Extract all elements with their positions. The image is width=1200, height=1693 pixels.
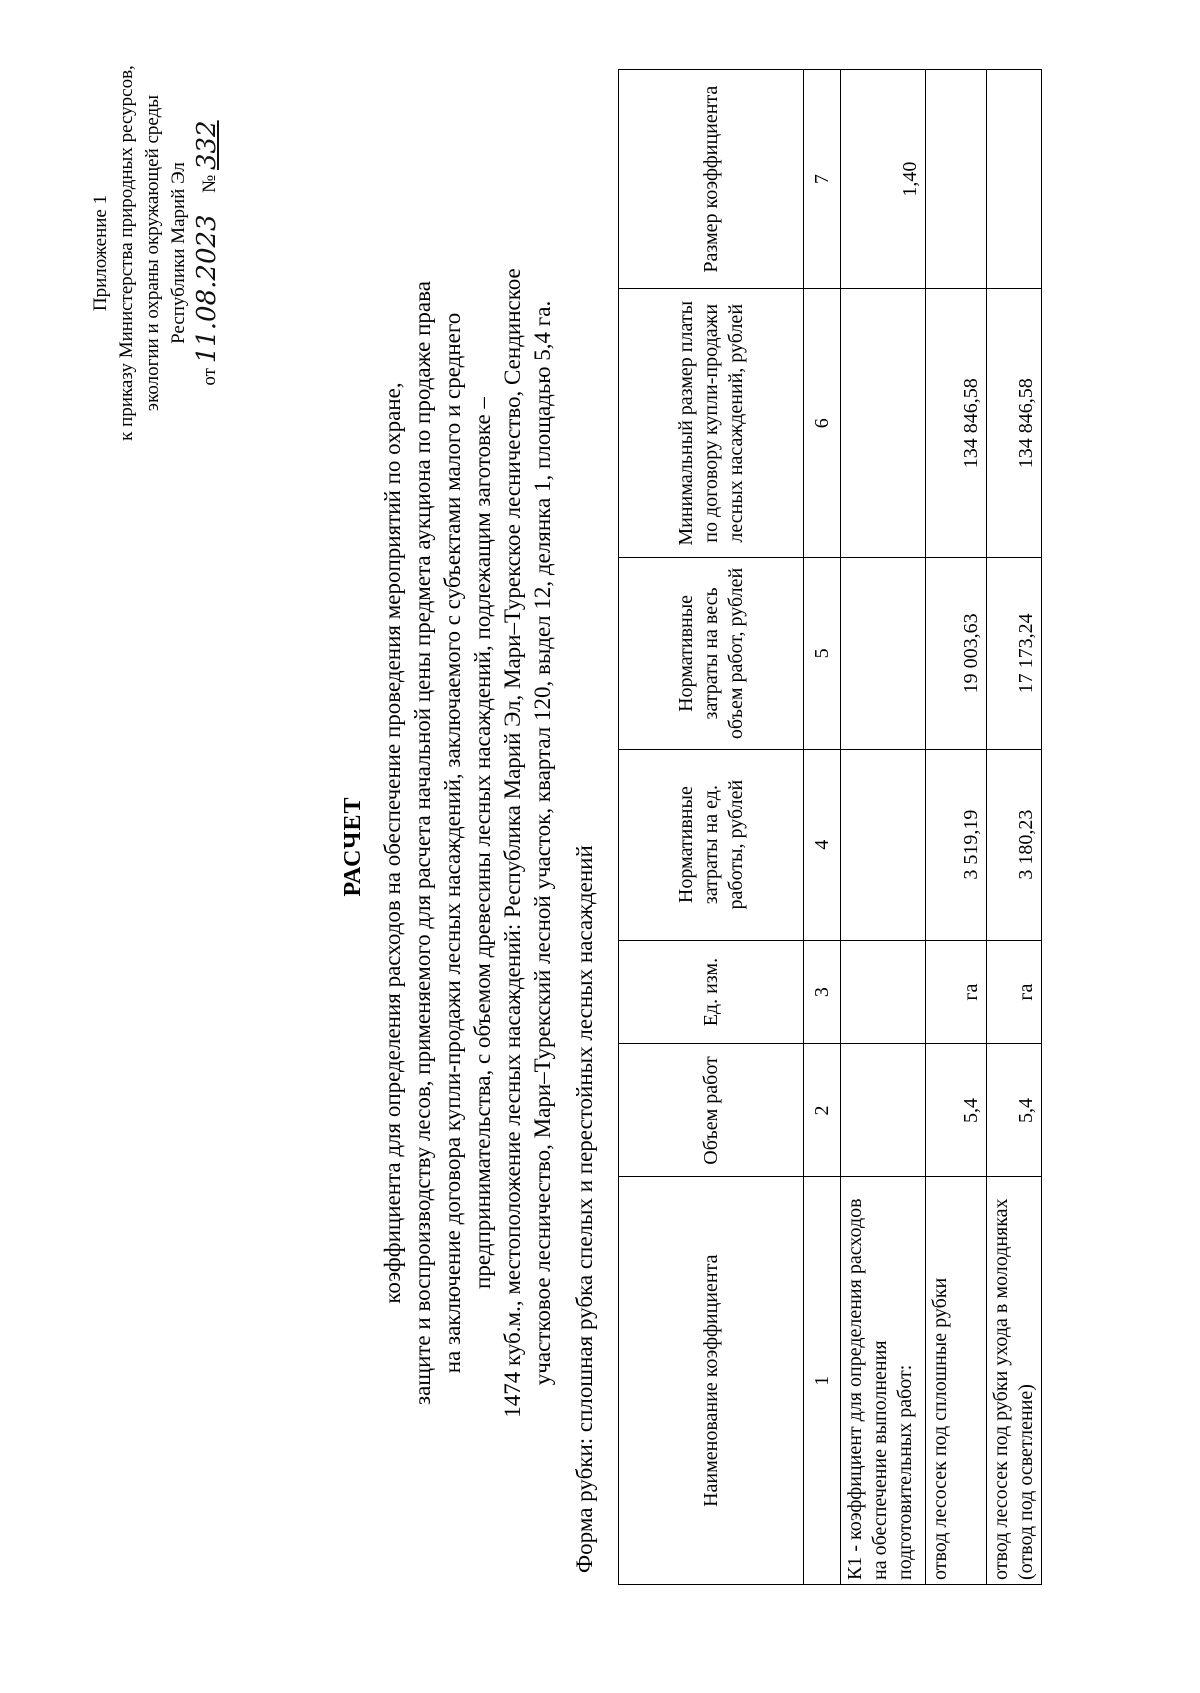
handwritten-number: 332 — [192, 120, 222, 171]
unit-cell: га — [987, 940, 1042, 1044]
column-number: 5 — [804, 558, 841, 749]
cost-unit-cell: 3 519,19 — [926, 749, 987, 940]
table-row — [987, 70, 1042, 1585]
coefficient-value — [987, 70, 1042, 289]
felling-form: Форма рубки: сплошная рубка спелых и перестойных лесных насаждений — [572, 845, 597, 1573]
column-number: 4 — [804, 749, 841, 940]
calculation-table — [618, 69, 1042, 1585]
header-cell: Объем работ — [619, 1044, 804, 1177]
table-column-number-row — [804, 70, 841, 1585]
column-number: 6 — [804, 289, 841, 558]
cost-unit-cell — [841, 749, 926, 940]
coefficient-name: отвод лесосек под рубки ухода в молодняках (отвод под осветление) — [987, 1177, 1042, 1585]
header-cell: Ед. изм. — [619, 940, 804, 1044]
description-line: на заключение договора купли-продажи лесных насаждений, заключаемого с субъектами малого и среднего — [440, 312, 465, 1374]
cost-total-cell: 19 003,63 — [926, 558, 987, 749]
number-prefix: № — [199, 174, 220, 193]
min-payment-cell — [841, 289, 926, 558]
header-cell: Нормативные затраты на ед. работы, рублей — [619, 749, 804, 940]
appendix-line: Приложение 1 — [90, 194, 111, 312]
date-prefix: от — [199, 368, 220, 386]
document-title: РАСЧЕТ — [340, 796, 366, 897]
appendix-block — [88, 33, 223, 473]
order-date-number — [194, 33, 223, 473]
description-line: предпринимательства, с объемом древесины лесных насаждений, подлежащим заготовке – — [470, 397, 495, 1289]
coefficient-value — [926, 70, 987, 289]
appendix-line: Республики Марий Эл — [168, 162, 189, 344]
column-number: 2 — [804, 1044, 841, 1177]
table-row — [841, 70, 926, 1585]
header-cell: Минимальный размер платы по договору купли-продажи лесных насаждений, рублей — [619, 289, 804, 558]
description-line: 1474 куб.м., местоположение лесных насаждений: Республика Марий Эл, Мари–Турекское лесничество, Сендинское — [500, 268, 525, 1418]
appendix-line: к приказу Министерства природных ресурсов, — [116, 65, 137, 441]
min-payment-cell: 134 846,58 — [926, 289, 987, 558]
coefficient-name: отвод лесосек под сплошные рубки — [926, 1177, 987, 1585]
volume-cell — [841, 1044, 926, 1177]
table-row — [926, 70, 987, 1585]
column-number: 3 — [804, 940, 841, 1044]
calculation-description — [378, 113, 558, 1573]
description-line: участковое лесничество, Мари–Турекский лесной участок, квартал 120, выдел 12, делянка 1, площадью 5,4 га. — [530, 300, 555, 1386]
volume-cell: 5,4 — [926, 1044, 987, 1177]
appendix-line: экологии и охраны окружающей среды — [142, 94, 163, 412]
header-cell: Наименование коэффициента — [619, 1177, 804, 1585]
table-header-row — [619, 70, 804, 1585]
description-line: защите и воспроизводству лесов, применяемого для расчета начальной цены предмета аукциона по продаже права — [410, 281, 435, 1405]
header-cell: Размер коэффициента — [619, 70, 804, 289]
volume-cell: 5,4 — [987, 1044, 1042, 1177]
min-payment-cell: 134 846,58 — [987, 289, 1042, 558]
cost-unit-cell: 3 180,23 — [987, 749, 1042, 940]
unit-cell: га — [926, 940, 987, 1044]
description-line: коэффициента для определения расходов на обеспечение проведения мероприятий по охране, — [380, 382, 405, 1304]
column-number: 7 — [804, 70, 841, 289]
header-cell: Нормативные затраты на весь объем работ, рублей — [619, 558, 804, 749]
column-number: 1 — [804, 1177, 841, 1585]
handwritten-date: 11.08.2023 — [192, 214, 222, 364]
cost-total-cell: 17 173,24 — [987, 558, 1042, 749]
coefficient-value: 1,40 — [841, 70, 926, 289]
coefficient-name: К1 - коэффициент для определения расходов на обеспечение выполнения подготовительных работ: — [841, 1177, 926, 1585]
unit-cell — [841, 940, 926, 1044]
cost-total-cell — [841, 558, 926, 749]
